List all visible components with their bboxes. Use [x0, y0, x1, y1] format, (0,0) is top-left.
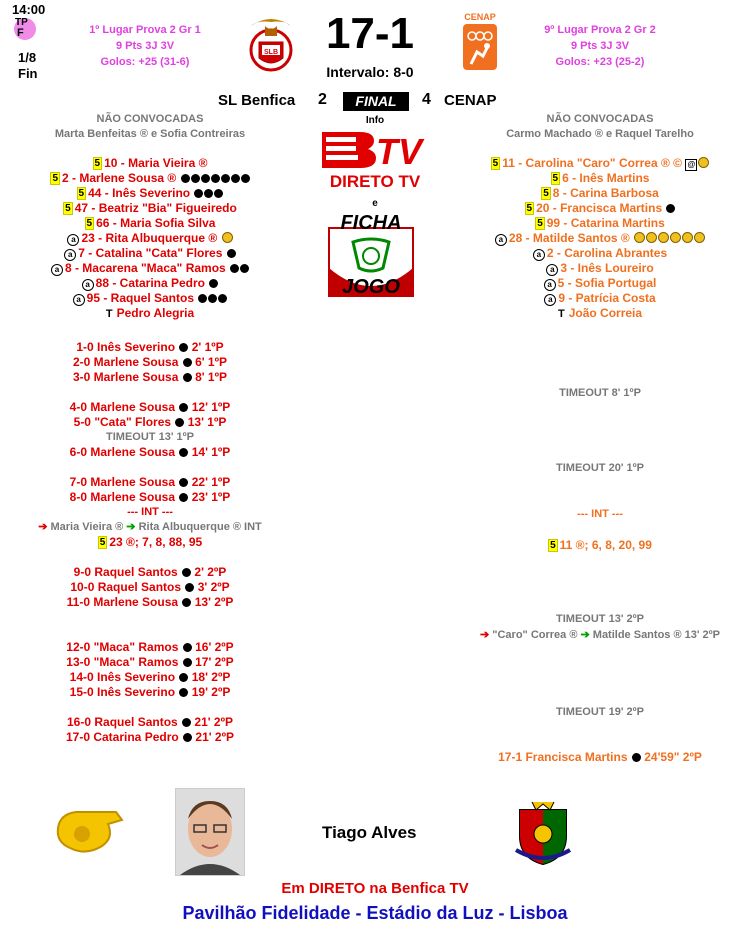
final-badge: FINAL: [343, 92, 409, 111]
sub-in-icon: ➔: [580, 629, 590, 641]
goal-event: 2-0 Marlene Sousa 6' 1ºP: [73, 355, 227, 369]
substitution-event: ➔ Maria Vieira ® ➔ Rita Albuquerque ® INT: [38, 521, 262, 533]
coach-icon: T: [557, 308, 565, 320]
list-item[interactable]: a 7 - Catalina "Cata" Flores: [0, 246, 300, 261]
substitution-event: ➔ "Caro" Correa ® ➔ Matilde Santos ® 13' 2ºP: [479, 629, 721, 641]
home-not-called: Marta Benfeitas ® e Sofia Contreiras: [54, 128, 246, 140]
goal-event: 12-0 "Maca" Ramos 16' 2ºP: [66, 640, 234, 654]
captain-icon: @: [685, 159, 697, 171]
list-item[interactable]: 5 8 - Carina Barbosa: [543, 186, 659, 200]
referee-photo: [175, 788, 245, 876]
interval-score: Intervalo: 8-0: [326, 64, 414, 80]
coach-item[interactable]: T João Correia: [557, 306, 643, 320]
list-item[interactable]: a 2 - Carolina Abrantes: [450, 246, 750, 261]
goal-event: 17-0 Catarina Pedro 21' 2ºP: [65, 730, 234, 744]
list-item[interactable]: 5 44 - Inês Severino: [0, 186, 300, 201]
goal-event: 4-0 Marlene Sousa 12' 1ºP: [69, 400, 231, 414]
list-item[interactable]: a 5 - Sofia Portugal: [450, 276, 750, 291]
match-score: 17-1: [325, 9, 415, 58]
referee-name: Tiago Alves: [322, 823, 417, 842]
whistle-icon: [52, 800, 132, 860]
list-item[interactable]: 5 6 - Inês Martins: [552, 171, 650, 185]
timeout-event: TIMEOUT 13' 1ºP: [106, 431, 194, 443]
timeout-event: TIMEOUT 8' 1ºP: [559, 387, 641, 399]
goal-event: 9-0 Raquel Santos 2' 2ºP: [73, 565, 227, 579]
list-item[interactable]: a 95 - Raquel Santos: [0, 291, 300, 306]
match-time: 14:00: [12, 2, 46, 17]
goal-event: 6-0 Marlene Sousa 14' 1ºP: [69, 445, 231, 459]
away-standing: 9º Lugar Prova 2 Gr 2 9 Pts 3J 3V Golos: +23 (25-2): [544, 24, 656, 68]
list-item[interactable]: 5 20 - Francisca Martins: [450, 201, 750, 216]
interval-marker: --- INT ---: [577, 508, 623, 520]
list-item[interactable]: a 23 - Rita Albuquerque ®: [0, 231, 300, 246]
home-team-name: SL Benfica: [218, 92, 296, 109]
round-label: 1/8: [18, 50, 37, 65]
timeout-event: TIMEOUT 19' 2ºP: [556, 706, 644, 718]
tp-badge: TP F: [14, 18, 36, 40]
direto-tv-label: DIRETO TV: [329, 172, 421, 191]
home-standing: 1º Lugar Prova 2 Gr 1 9 Pts 3J 3V Golos: +25 (31-6): [89, 24, 201, 68]
home-sets: 2: [318, 91, 327, 108]
list-item[interactable]: a 88 - Catarina Pedro: [0, 276, 300, 291]
list-item[interactable]: a 3 - Inês Loureiro: [450, 261, 750, 276]
goal-event: 8-0 Marlene Sousa 23' 1ºP: [69, 490, 231, 504]
timeout-event: TIMEOUT 13' 2ºP: [556, 613, 644, 625]
list-item[interactable]: 5 11 - Carolina "Caro" Correa ® © @: [450, 156, 750, 171]
goal-event: 11-0 Marlene Sousa 13' 2ºP: [66, 595, 234, 609]
svg-text:SLB: SLB: [264, 49, 278, 56]
sub-out-icon: ➔: [479, 629, 490, 641]
goal-event: 5-0 "Cata" Flores 13' 1ºP: [73, 415, 227, 429]
venue-label: Pavilhão Fidelidade - Estádio da Luz - Lisboa: [182, 903, 568, 923]
coach-item[interactable]: T Pedro Alegria: [105, 306, 195, 320]
interval-marker: --- INT ---: [127, 506, 173, 518]
benfica-logo: [245, 12, 297, 74]
list-item[interactable]: 5 47 - Beatriz "Bia" Figueiredo: [65, 201, 237, 215]
info-label[interactable]: Info: [365, 115, 385, 126]
home-roster: [0, 156, 300, 321]
sub-in-icon: ➔: [126, 521, 136, 533]
goal-event: 15-0 Inês Severino 19' 2ºP: [69, 685, 231, 699]
e-label: e: [372, 198, 378, 209]
home-events: [0, 340, 300, 745]
goal-event: 14-0 Inês Severino 18' 2ºP: [69, 670, 231, 684]
status-label: Fin: [18, 66, 38, 81]
ficha-jogo-logo[interactable]: FICHA JOGO: [323, 212, 419, 304]
goal-event: 1-0 Inês Severino 2' 1ºP: [76, 340, 224, 354]
list-item[interactable]: 5 10 - Maria Vieira ®: [94, 156, 208, 170]
coach-icon: T: [105, 308, 113, 320]
away-team-name: CENAP: [444, 92, 497, 109]
away-not-called-title: NÃO CONVOCADAS: [546, 113, 654, 125]
list-item[interactable]: a 8 - Macarena "Maca" Ramos: [0, 261, 300, 276]
away-not-called: Carmo Machado ® e Raquel Tarelho: [506, 128, 694, 140]
goal-event: 3-0 Marlene Sousa 8' 1ºP: [73, 370, 227, 384]
list-item[interactable]: a 9 - Patrícia Costa: [450, 291, 750, 306]
goal-event: 16-0 Raquel Santos 21' 2ºP: [67, 715, 233, 729]
sub-out-icon: ➔: [38, 521, 48, 533]
goal-event: 13-0 "Maca" Ramos 17' 2ºP: [66, 655, 234, 669]
association-crest: [512, 800, 574, 866]
lineup-2nd-half: 5 11 ®; 6, 8, 20, 99: [550, 538, 652, 552]
list-item[interactable]: a 28 - Matilde Santos ®: [450, 231, 750, 246]
home-not-called-title: NÃO CONVOCADAS: [96, 113, 204, 125]
btv-logo[interactable]: [318, 128, 434, 170]
goal-event: 17-1 Francisca Martins 24'59" 2ºP: [498, 750, 702, 764]
away-roster: [450, 156, 750, 321]
list-item[interactable]: 5 99 - Catarina Martins: [537, 216, 665, 230]
live-broadcast-label: Em DIRETO na Benfica TV: [281, 880, 469, 897]
cenap-logo: CENAP: [460, 12, 500, 74]
goal-event: 10-0 Raquel Santos 3' 2ºP: [70, 580, 230, 594]
svg-text:TV: TV: [376, 131, 423, 170]
timeout-event: TIMEOUT 20' 1ºP: [556, 462, 644, 474]
list-item[interactable]: 5 2 - Marlene Sousa ®: [0, 171, 300, 186]
lineup-2nd-half: 5 23 ®; 7, 8, 88, 95: [99, 535, 203, 549]
away-sets: 4: [422, 91, 431, 108]
goal-event: 7-0 Marlene Sousa 22' 1ºP: [69, 475, 231, 489]
list-item[interactable]: 5 66 - Maria Sofia Silva: [86, 216, 216, 230]
